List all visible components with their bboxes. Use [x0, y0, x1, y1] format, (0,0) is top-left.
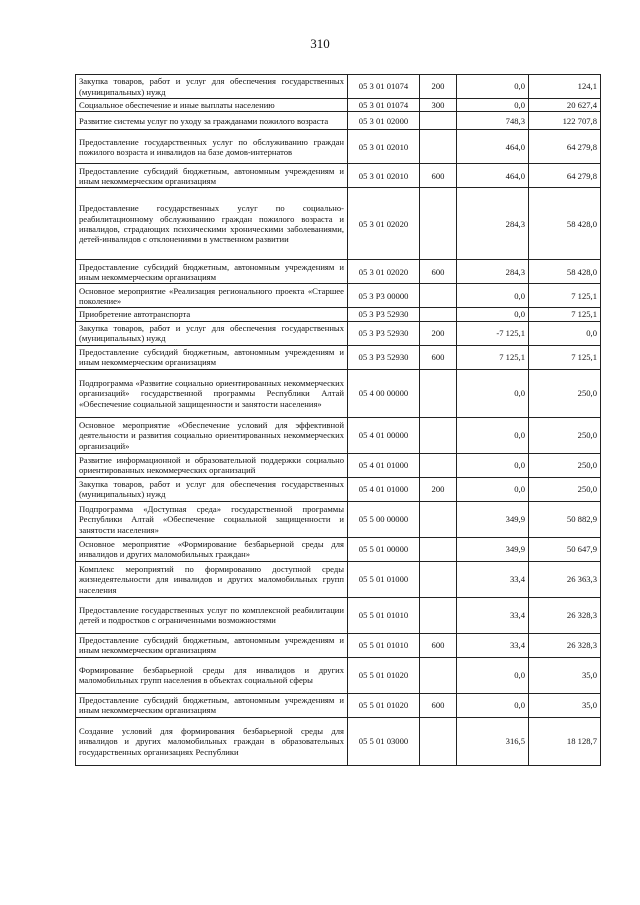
table-row: [76, 260, 601, 284]
row-change-amount: 7 125,1: [457, 345, 529, 369]
row-total-amount: 26 328,3: [529, 633, 601, 657]
table-row: [76, 453, 601, 477]
budget-table: [75, 74, 601, 766]
row-name: Предоставление государственных услуг по комплексной реабилитации детей и подростков с ограниченными возможностями: [76, 597, 348, 633]
row-name: Основное мероприятие «Формирование безбарьерной среды для инвалидов и других маломобильных граждан»: [76, 537, 348, 561]
table-row: [76, 321, 601, 345]
row-total-amount: 250,0: [529, 417, 601, 453]
row-name: Предоставление субсидий бюджетным, автономным учреждениям и иным некоммерческим организациям: [76, 164, 348, 188]
row-total-amount: 64 279,8: [529, 164, 601, 188]
row-total-amount: 122 707,8: [529, 112, 601, 130]
row-change-amount: 349,9: [457, 501, 529, 537]
row-change-amount: 349,9: [457, 537, 529, 561]
row-total-amount: 250,0: [529, 477, 601, 501]
row-total-amount: 7 125,1: [529, 308, 601, 321]
row-code: 05 5 01 01020: [348, 657, 420, 693]
table-row: [76, 369, 601, 417]
table-row: [76, 75, 601, 99]
row-change-amount: 33,4: [457, 633, 529, 657]
row-name: Предоставление субсидий бюджетным, автономным учреждениям и иным некоммерческим организациям: [76, 693, 348, 717]
row-name: Основное мероприятие «Обеспечение условий для эффективной деятельности и развития социально ориентированных некоммерческих организаций»: [76, 417, 348, 453]
row-expense-type: 200: [420, 477, 457, 501]
row-name: Создание условий для формирования безбарьерной среды для инвалидов и других маломобильных граждан в образовательных государственных организациях Республики: [76, 717, 348, 765]
row-expense-type: [420, 417, 457, 453]
row-code: 05 4 01 01000: [348, 477, 420, 501]
table-row: [76, 164, 601, 188]
row-expense-type: [420, 453, 457, 477]
row-code: 05 5 01 01020: [348, 693, 420, 717]
row-change-amount: 0,0: [457, 308, 529, 321]
row-expense-type: [420, 561, 457, 597]
row-change-amount: 0,0: [457, 284, 529, 308]
row-name: Формирование безбарьерной среды для инвалидов и других маломобильных групп населения в объектах социальной сферы: [76, 657, 348, 693]
row-name: Предоставление субсидий бюджетным, автономным учреждениям и иным некоммерческим организациям: [76, 345, 348, 369]
row-expense-type: 600: [420, 260, 457, 284]
row-total-amount: 26 328,3: [529, 597, 601, 633]
row-expense-type: [420, 657, 457, 693]
row-name: Развитие информационной и образовательной поддержки социально ориентированных некоммерческих организаций: [76, 453, 348, 477]
row-name: Предоставление субсидий бюджетным, автономным учреждениям и иным некоммерческим организациям: [76, 260, 348, 284]
row-total-amount: 50 647,9: [529, 537, 601, 561]
row-code: 05 3 01 02000: [348, 112, 420, 130]
table-row: [76, 717, 601, 765]
row-change-amount: 284,3: [457, 260, 529, 284]
page-number: 310: [310, 36, 330, 51]
row-code: 05 3 01 02020: [348, 188, 420, 260]
table-row: [76, 657, 601, 693]
row-change-amount: 316,5: [457, 717, 529, 765]
row-expense-type: 200: [420, 75, 457, 99]
table-row: [76, 188, 601, 260]
row-total-amount: 20 627,4: [529, 99, 601, 112]
row-total-amount: 124,1: [529, 75, 601, 99]
row-name: Основное мероприятие «Реализация регионального проекта «Старшее поколение»: [76, 284, 348, 308]
row-code: 05 3 P3 52930: [348, 308, 420, 321]
row-code: 05 5 01 01010: [348, 633, 420, 657]
row-code: 05 3 01 01074: [348, 99, 420, 112]
row-expense-type: [420, 369, 457, 417]
row-change-amount: 464,0: [457, 130, 529, 164]
row-change-amount: 0,0: [457, 477, 529, 501]
table-row: [76, 597, 601, 633]
row-name: Приобретение автотранспорта: [76, 308, 348, 321]
row-name: Предоставление субсидий бюджетным, автономным учреждениям и иным некоммерческим организациям: [76, 633, 348, 657]
row-total-amount: 7 125,1: [529, 345, 601, 369]
row-code: 05 4 00 00000: [348, 369, 420, 417]
row-change-amount: 0,0: [457, 369, 529, 417]
row-code: 05 3 01 02020: [348, 260, 420, 284]
row-change-amount: 0,0: [457, 99, 529, 112]
row-name: Социальное обеспечение и иные выплаты населению: [76, 99, 348, 112]
row-name: Развитие системы услуг по уходу за гражданами пожилого возраста: [76, 112, 348, 130]
table-row: [76, 284, 601, 308]
row-name: Закупка товаров, работ и услуг для обеспечения государственных (муниципальных) нужд: [76, 75, 348, 99]
row-change-amount: 0,0: [457, 417, 529, 453]
row-code: 05 5 01 01000: [348, 561, 420, 597]
row-code: 05 3 P3 52930: [348, 345, 420, 369]
row-total-amount: 64 279,8: [529, 130, 601, 164]
row-expense-type: [420, 537, 457, 561]
row-code: 05 5 00 00000: [348, 501, 420, 537]
row-change-amount: 0,0: [457, 453, 529, 477]
row-expense-type: [420, 717, 457, 765]
row-change-amount: 748,3: [457, 112, 529, 130]
row-change-amount: 0,0: [457, 657, 529, 693]
row-total-amount: 58 428,0: [529, 260, 601, 284]
table-row: [76, 561, 601, 597]
table-row: [76, 501, 601, 537]
row-total-amount: 26 363,3: [529, 561, 601, 597]
row-expense-type: 600: [420, 693, 457, 717]
row-code: 05 5 01 00000: [348, 537, 420, 561]
row-change-amount: 0,0: [457, 693, 529, 717]
row-total-amount: 35,0: [529, 693, 601, 717]
row-expense-type: [420, 130, 457, 164]
row-code: 05 4 01 00000: [348, 417, 420, 453]
row-change-amount: 33,4: [457, 597, 529, 633]
row-total-amount: 7 125,1: [529, 284, 601, 308]
table-row: [76, 112, 601, 130]
row-change-amount: 33,4: [457, 561, 529, 597]
row-total-amount: 18 128,7: [529, 717, 601, 765]
row-expense-type: 300: [420, 99, 457, 112]
table-row: [76, 633, 601, 657]
row-name: Комплекс мероприятий по формированию доступной среды жизнедеятельности для инвалидов и других маломобильных групп населения: [76, 561, 348, 597]
row-name: Подпрограмма «Развитие социально ориентированных некоммерческих организаций» государственной программы Республики Алтай «Обеспечение социальной защищенности и занятости населения»: [76, 369, 348, 417]
table-row: [76, 537, 601, 561]
row-expense-type: [420, 501, 457, 537]
row-change-amount: 0,0: [457, 75, 529, 99]
row-total-amount: 35,0: [529, 657, 601, 693]
table-row: [76, 417, 601, 453]
row-expense-type: 600: [420, 633, 457, 657]
row-expense-type: [420, 597, 457, 633]
row-code: 05 3 01 02010: [348, 130, 420, 164]
row-total-amount: 250,0: [529, 369, 601, 417]
row-expense-type: 200: [420, 321, 457, 345]
table-row: [76, 477, 601, 501]
row-expense-type: [420, 188, 457, 260]
row-name: Закупка товаров, работ и услуг для обеспечения государственных (муниципальных) нужд: [76, 477, 348, 501]
row-name: Предоставление государственных услуг по обслуживанию граждан пожилого возраста и инвалидов на базе домов-интернатов: [76, 130, 348, 164]
table-row: [76, 693, 601, 717]
row-total-amount: 250,0: [529, 453, 601, 477]
row-name: Закупка товаров, работ и услуг для обеспечения государственных (муниципальных) нужд: [76, 321, 348, 345]
row-expense-type: 600: [420, 345, 457, 369]
row-name: Подпрограмма «Доступная среда» государственной программы Республики Алтай «Обеспечение социальной защищенности и занятости населения»: [76, 501, 348, 537]
row-code: 05 3 01 01074: [348, 75, 420, 99]
table-row: [76, 308, 601, 321]
row-total-amount: 58 428,0: [529, 188, 601, 260]
row-expense-type: [420, 284, 457, 308]
table-row: [76, 99, 601, 112]
table-row: [76, 345, 601, 369]
row-code: 05 3 P3 00000: [348, 284, 420, 308]
row-expense-type: [420, 112, 457, 130]
row-change-amount: 284,3: [457, 188, 529, 260]
row-total-amount: 50 882,9: [529, 501, 601, 537]
row-code: 05 3 01 02010: [348, 164, 420, 188]
row-expense-type: [420, 308, 457, 321]
row-total-amount: 0,0: [529, 321, 601, 345]
row-change-amount: 464,0: [457, 164, 529, 188]
row-change-amount: -7 125,1: [457, 321, 529, 345]
row-code: 05 5 01 01010: [348, 597, 420, 633]
row-expense-type: 600: [420, 164, 457, 188]
row-code: 05 3 P3 52930: [348, 321, 420, 345]
row-name: Предоставление государственных услуг по социально-реабилитационному обслуживанию граждан пожилого возраста и инвалидов, страдающих психическими хроническими заболеваниями, детей-инвалидов с отклонениями в умственном развитии: [76, 188, 348, 260]
row-code: 05 5 01 03000: [348, 717, 420, 765]
row-code: 05 4 01 01000: [348, 453, 420, 477]
table-row: [76, 130, 601, 164]
